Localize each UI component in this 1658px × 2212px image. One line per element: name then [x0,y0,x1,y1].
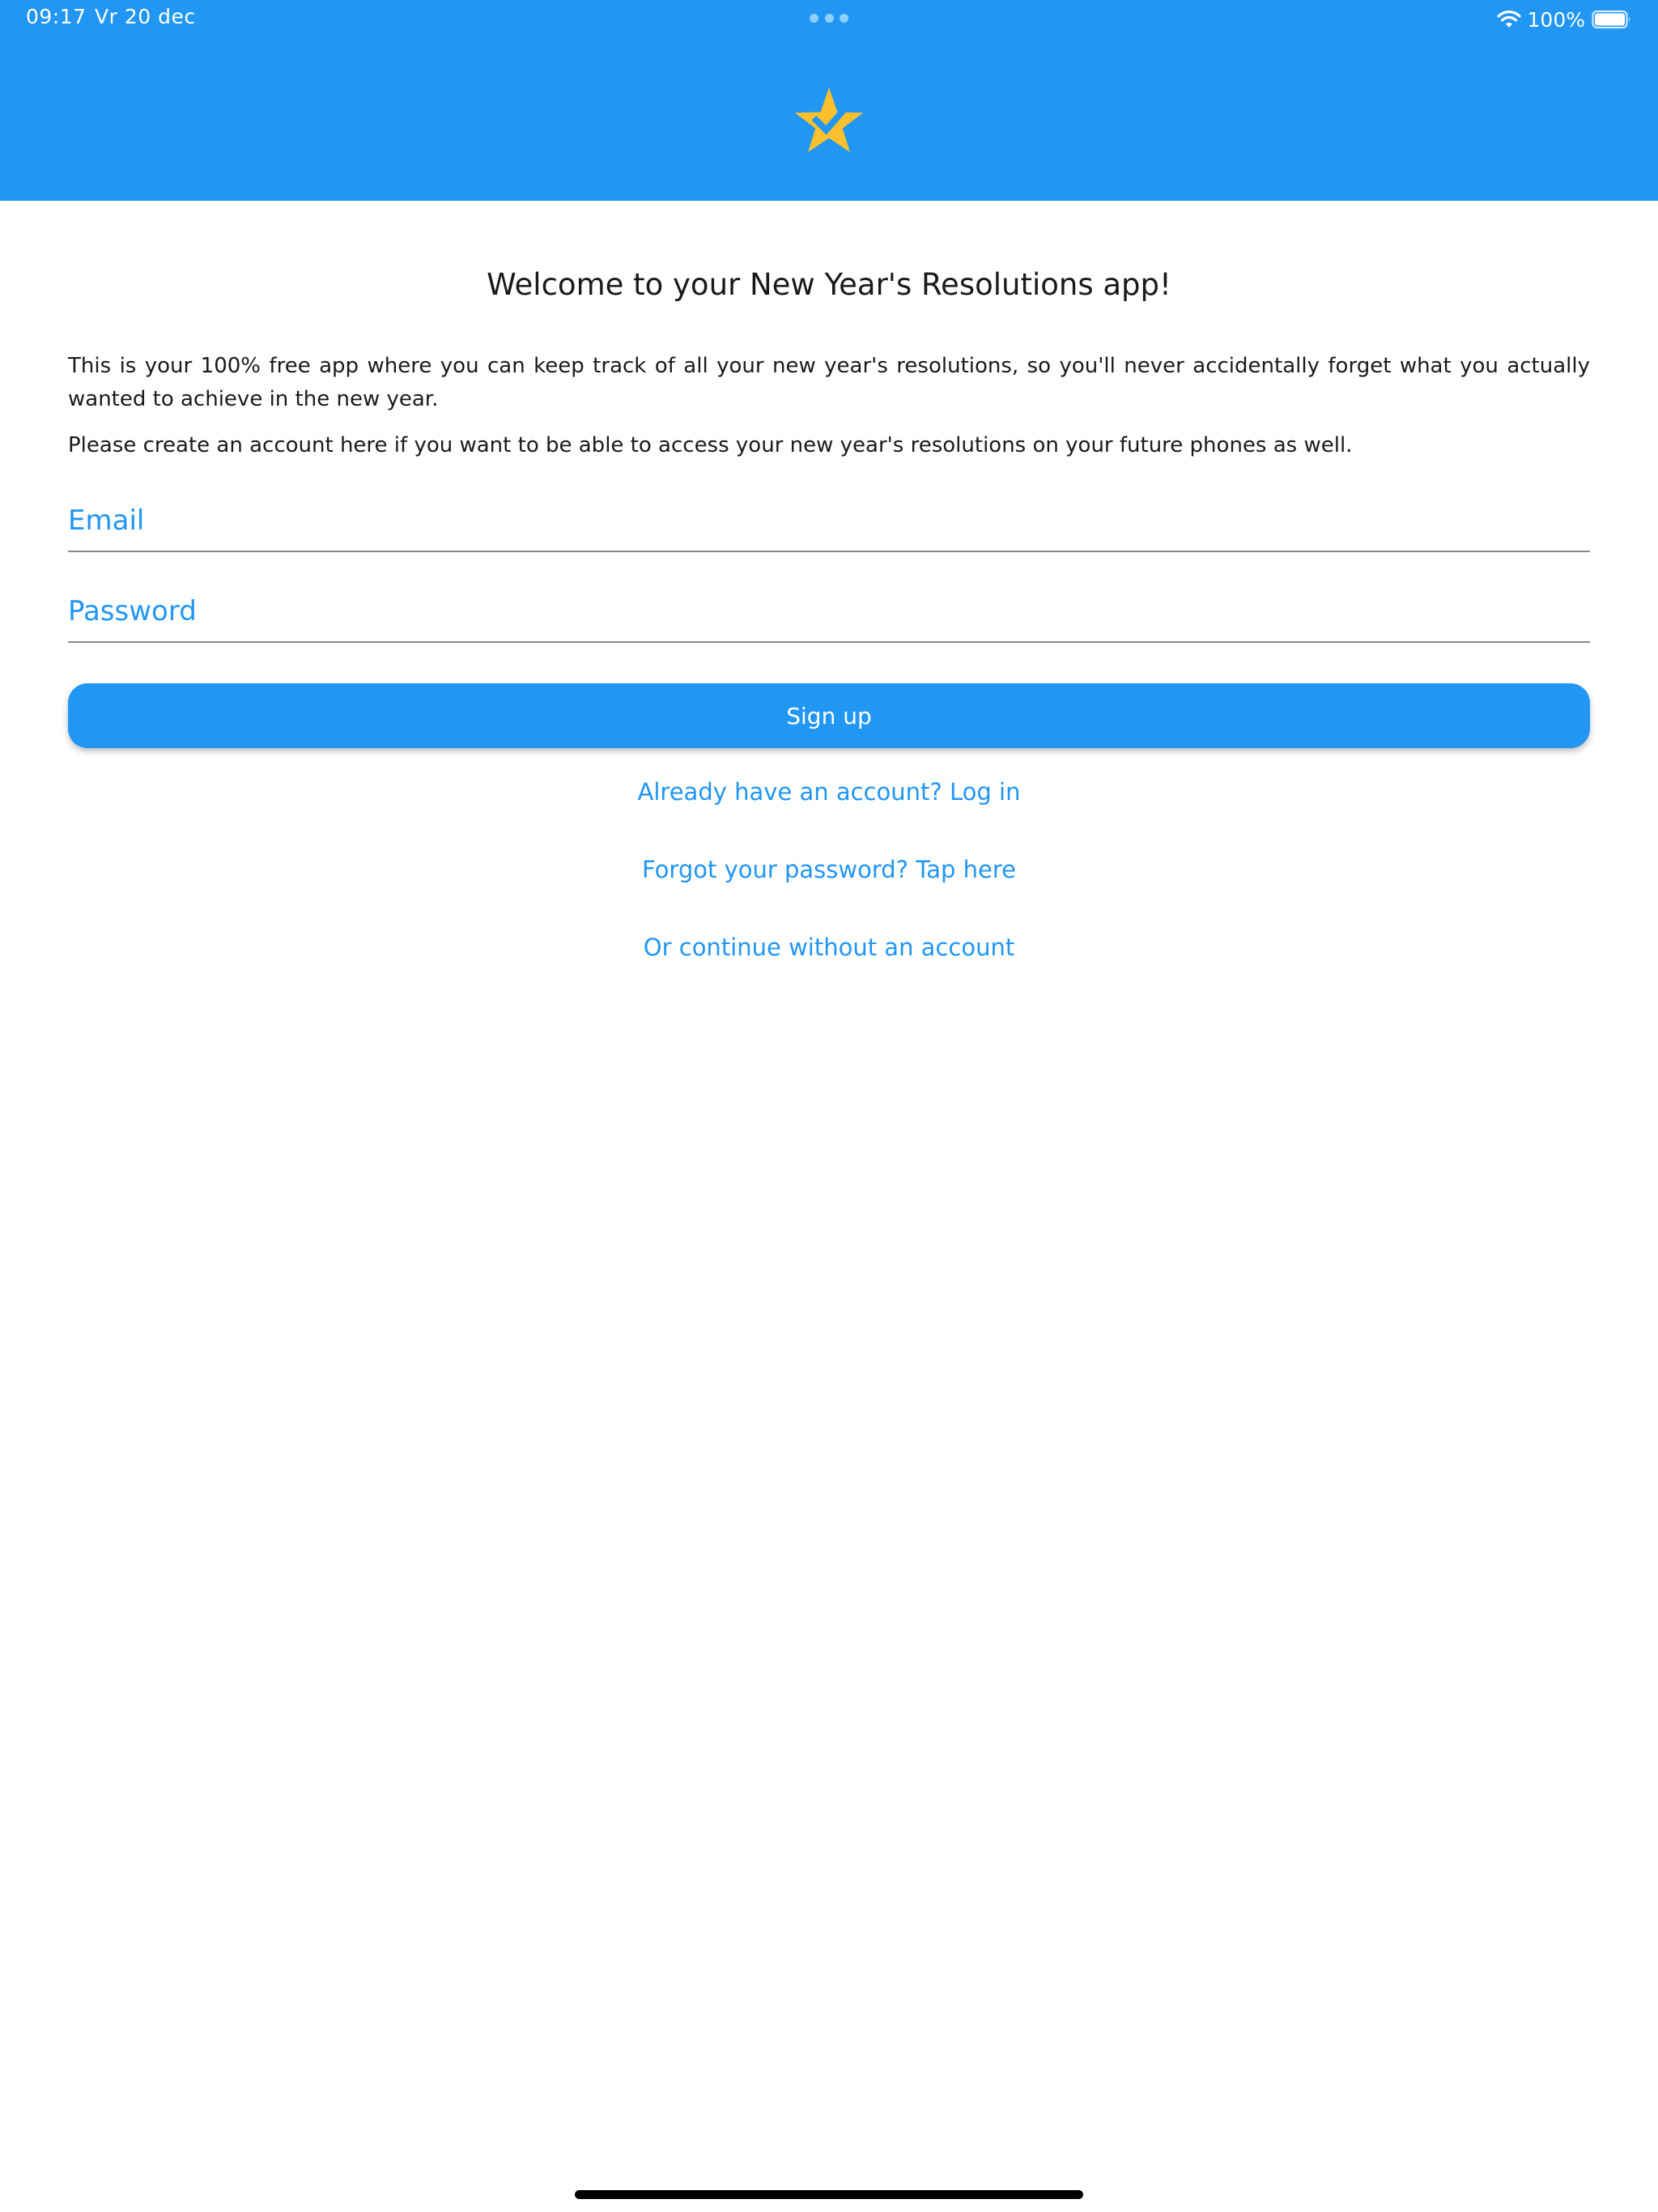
email-input[interactable] [68,491,1590,551]
forgot-password-link[interactable]: Forgot your password? Tap here [642,856,1016,883]
login-link[interactable]: Already have an account? Log in [637,778,1021,806]
password-field[interactable] [68,581,1590,643]
email-field[interactable] [68,491,1590,552]
home-indicator[interactable] [575,2190,1083,2199]
status-time: 09:17 [26,5,87,28]
battery-icon [1592,10,1632,29]
page-title: Welcome to your New Year's Resolutions app! [487,267,1171,302]
app-bar [0,0,1658,201]
status-date: Vr 20 dec [95,5,196,28]
account-note: Please create an account here if you want to be able to access your new year's resolutions on your future phones as well. [68,433,1353,457]
sign-up-button[interactable]: Sign up [68,683,1590,748]
star-check-icon [793,86,865,154]
status-indicators [1497,5,1632,34]
intro-paragraph: This is your 100% free app where you can keep track of all your new year's resolutions, so you'll never accidentally forget what you actually wanted to achieve in the new year. [68,354,1590,411]
battery-percentage: 100% [1527,7,1585,32]
wifi-icon [1497,10,1521,29]
continue-without-account-link[interactable]: Or continue without an account [643,934,1015,961]
password-input[interactable] [68,581,1590,641]
multitasking-dots-icon[interactable] [810,14,848,23]
